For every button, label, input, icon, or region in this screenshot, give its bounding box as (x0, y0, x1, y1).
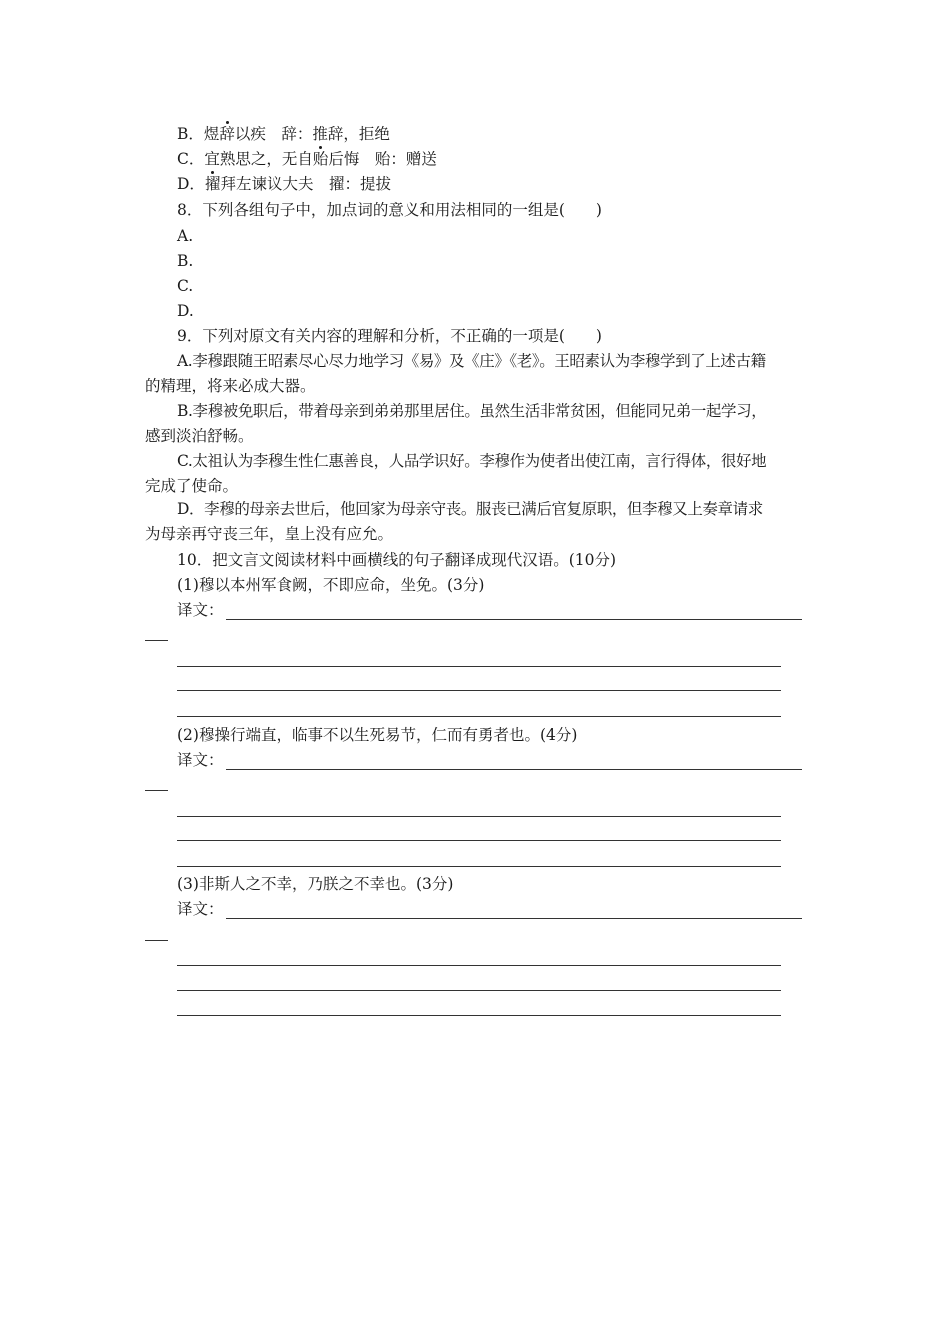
q9-option-b-line1: B.李穆被免职后，带着母亲到弟弟那里居住。虽然生活非常贫困，但能同兄弟一起学习， (177, 402, 767, 420)
q7-option-c-dotted-word: 贻 (312, 150, 329, 168)
answer-line[interactable] (177, 965, 781, 966)
answer-line-continuation (145, 790, 168, 791)
q9-option-c-line1: C.太祖认为李穆生性仁惠善良，人品学识好。李穆作为使者出使江南，言行得体，很好地 (177, 452, 767, 470)
q8-option-b: B. (177, 252, 194, 270)
q7-option-b-prefix: B．煜 (177, 125, 220, 143)
answer-line[interactable] (177, 866, 781, 867)
answer-line[interactable] (177, 990, 781, 991)
q10-stem: 10．把文言文阅读材料中画横线的句子翻译成现代汉语。(10分) (177, 551, 617, 569)
q7-option-d-dotted-word: 擢 (204, 175, 221, 193)
answer-line[interactable] (177, 716, 781, 717)
answer-line[interactable] (177, 840, 781, 841)
q10-item-3: (3)非斯人之不幸，乃朕之不幸也。(3分) (177, 875, 454, 893)
q7-option-c (177, 149, 437, 169)
q9-option-b-line2: 感到淡泊舒畅。 (145, 427, 254, 445)
q9-option-a-line1: A.李穆跟随王昭素尽心尽力地学习《易》及《庄》《老》。王昭素认为李穆学到了上述古籍 (177, 352, 766, 370)
q9-stem: 9．下列对原文有关内容的理解和分析，不正确的一项是( ) (177, 327, 602, 345)
answer-line[interactable] (177, 816, 781, 817)
q9-option-c-line2: 完成了使命。 (145, 477, 239, 495)
q7-option-b-rest: 以疾 辞：推辞，拒绝 (234, 125, 390, 143)
q7-option-d (177, 174, 391, 194)
q10-item-2: (2)穆操行端直，临事不以生死易节，仁而有勇者也。(4分) (177, 726, 578, 744)
q7-option-d-rest: 拜左谏议大夫 擢：提拔 (220, 175, 391, 193)
q8-option-d: D. (177, 302, 194, 320)
q9-option-d-line2: 为母亲再守丧三年，皇上没有应允。 (145, 525, 394, 543)
q7-option-b-dotted-word: 辞 (219, 125, 235, 143)
q10-item-1: (1)穆以本州军食阙，不即应命，坐免。(3分) (177, 576, 485, 594)
answer-line[interactable] (226, 754, 802, 770)
answer-line[interactable] (226, 903, 802, 919)
answer-line[interactable] (177, 690, 781, 691)
q10-item-2-answer-row (177, 750, 802, 770)
q9-option-d-line1: D．李穆的母亲去世后，他回家为母亲守丧。服丧已满后官复原职，但李穆又上奏章请求 (177, 500, 763, 518)
translation-label: 译文： (177, 601, 224, 619)
answer-line[interactable] (177, 666, 781, 667)
q7-option-c-prefix: C．宜熟思之，无自 (177, 150, 313, 168)
answer-line[interactable] (177, 1015, 781, 1016)
answer-line-continuation (145, 640, 168, 641)
translation-label: 译文： (177, 751, 224, 769)
q8-stem: 8．下列各组句子中，加点词的意义和用法相同的一组是( ) (177, 201, 602, 219)
q8-option-a: A. (177, 227, 194, 245)
q7-option-c-rest: 后悔 贻：赠送 (328, 150, 437, 168)
q10-item-3-answer-row (177, 899, 802, 919)
q10-item-1-answer-row (177, 600, 802, 620)
answer-line[interactable] (226, 604, 802, 620)
q8-option-c: C. (177, 277, 194, 295)
q9-option-a-line2: 的精理，将来必成大器。 (145, 377, 316, 395)
translation-label: 译文： (177, 900, 224, 918)
q7-option-d-prefix: D． (177, 175, 205, 193)
q7-option-b (177, 124, 390, 144)
answer-line-continuation (145, 940, 168, 941)
